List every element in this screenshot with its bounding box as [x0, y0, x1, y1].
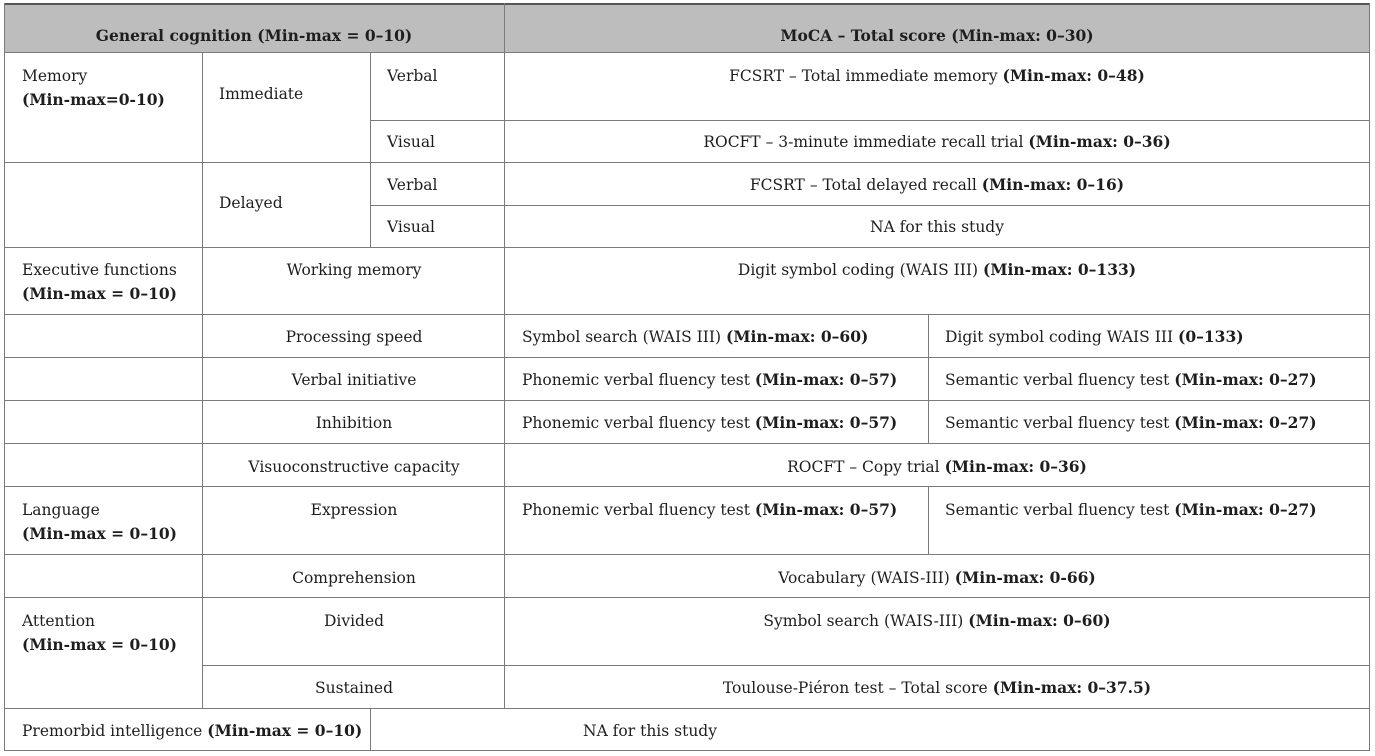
test-phonemic-expression: Phonemic verbal fluency test (Min-max: 0–57): [522, 500, 898, 519]
test-phonemic-initiative: Phonemic verbal fluency test (Min-max: 0–57): [522, 370, 898, 389]
header-left-range: (Min-max = 0–10): [257, 26, 413, 45]
domain-memory: [22, 64, 202, 112]
border-h-554: [4, 554, 1370, 555]
executive-range: (Min-max = 0–10): [22, 284, 177, 303]
executive-label: Executive functions: [22, 261, 177, 279]
header-left-text: General cognition: [95, 26, 252, 45]
border-h-400: [4, 400, 1370, 401]
modality-verbal-immediate: Verbal: [387, 67, 438, 85]
border-h-120: [371, 120, 1370, 121]
modality-visual-delayed: Visual: [387, 218, 436, 236]
header-right-range: (Min-max: 0–30): [951, 26, 1094, 45]
border-top: [4, 3, 1370, 5]
subdomain-expression: Expression: [310, 501, 398, 519]
domain-executive: [22, 258, 202, 306]
border-h-708: [4, 708, 1370, 709]
test-fcsrt-delayed: FCSRT – Total delayed recall (Min-max: 0–16): [749, 175, 1125, 194]
border-h-162: [4, 162, 1370, 163]
border-v-928-b: [928, 486, 929, 555]
border-bottom: [4, 750, 1370, 751]
test-phonemic-inhibition: Phonemic verbal fluency test (Min-max: 0–57): [522, 413, 898, 432]
test-na-visual-delayed: NA for this study: [870, 218, 1004, 236]
test-digit-symbol-working: Digit symbol coding (WAIS III) (Min-max: 0–133): [737, 260, 1137, 279]
subdomain-inhibition: Inhibition: [315, 414, 393, 432]
border-h-597: [4, 597, 1370, 598]
border-v-370-bottom: [370, 708, 371, 751]
domain-attention: [22, 609, 202, 657]
subdomain-sustained: Sustained: [314, 679, 394, 697]
test-rocft-recall: ROCFT – 3-minute immediate recall trial (Min-max: 0–36): [703, 132, 1171, 151]
border-right: [1369, 3, 1370, 751]
subdomain-visuoconstructive: Visuoconstructive capacity: [248, 458, 460, 476]
test-vocabulary: Vocabulary (WAIS-III) (Min-max: 0-66): [778, 568, 1096, 587]
memory-range: (Min-max=0-10): [22, 90, 165, 109]
subdomain-working-memory: Working memory: [286, 261, 422, 279]
border-h-247: [4, 247, 1370, 248]
subdomain-divided: Divided: [323, 612, 385, 630]
domain-premorbid: Premorbid intelligence (Min-max = 0–10): [22, 721, 363, 740]
language-label: Language: [22, 501, 100, 519]
modality-verbal-delayed: Verbal: [387, 176, 438, 194]
test-digit-symbol-speed: Digit symbol coding WAIS III (0–133): [945, 327, 1244, 346]
border-h-443: [4, 443, 1370, 444]
border-header-bottom: [4, 52, 1370, 53]
subdomain-verbal-initiative: Verbal initiative: [291, 371, 417, 389]
border-left: [4, 3, 5, 751]
border-h-486: [4, 486, 1370, 487]
test-semantic-initiative: Semantic verbal fluency test (Min-max: 0–27): [945, 370, 1317, 389]
language-range: (Min-max = 0–10): [22, 524, 177, 543]
memory-label: Memory: [22, 67, 88, 85]
test-symbol-search-speed: Symbol search (WAIS III) (Min-max: 0–60): [522, 327, 869, 346]
test-toulouse: Toulouse-Piéron test – Total score (Min-max: 0–37.5): [722, 678, 1152, 697]
border-h-665: [203, 665, 1370, 666]
border-v-header-mid: [504, 3, 505, 53]
test-na-premorbid: NA for this study: [583, 722, 717, 740]
test-fcsrt-immediate: FCSRT – Total immediate memory (Min-max: 0–48): [729, 66, 1145, 85]
border-v-504: [504, 52, 505, 709]
subdomain-immediate: Immediate: [219, 85, 304, 103]
subdomain-delayed: Delayed: [219, 194, 283, 212]
header-moca-total: [505, 4, 1369, 52]
border-v-202: [202, 52, 203, 709]
test-semantic-inhibition: Semantic verbal fluency test (Min-max: 0–27): [945, 413, 1317, 432]
border-h-314: [4, 314, 1370, 315]
border-h-205: [371, 205, 1370, 206]
subdomain-processing-speed: Processing speed: [285, 328, 423, 346]
header-right-text: MoCA – Total score: [780, 26, 946, 45]
header-general-cognition: [4, 4, 504, 52]
domain-language: [22, 498, 202, 546]
border-v-928-a: [928, 314, 929, 444]
attention-label: Attention: [22, 612, 96, 630]
test-symbol-search-divided: Symbol search (WAIS-III) (Min-max: 0–60): [763, 611, 1111, 630]
test-semantic-expression: Semantic verbal fluency test (Min-max: 0–27): [945, 500, 1317, 519]
border-h-357: [4, 357, 1370, 358]
border-v-370: [370, 52, 371, 248]
subdomain-comprehension: Comprehension: [292, 569, 416, 587]
test-rocft-copy: ROCFT – Copy trial (Min-max: 0–36): [787, 457, 1087, 476]
modality-visual-immediate: Visual: [387, 133, 436, 151]
attention-range: (Min-max = 0–10): [22, 635, 177, 654]
